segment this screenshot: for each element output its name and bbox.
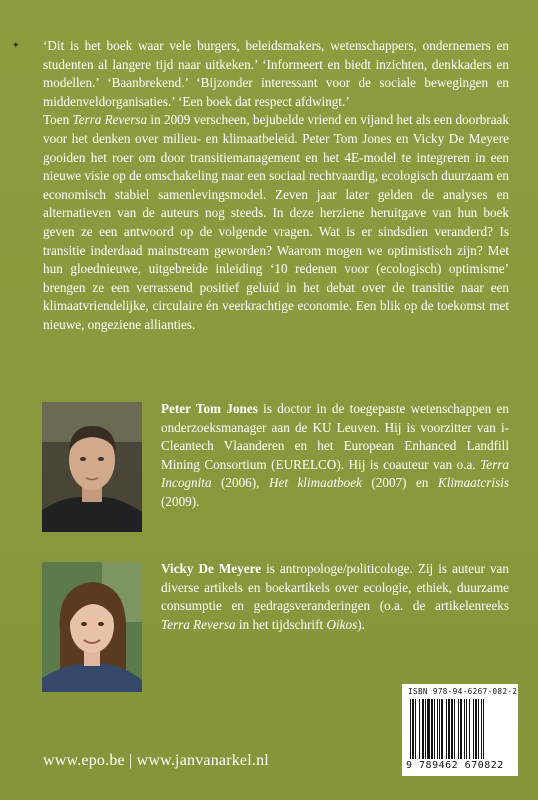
book-title: Klimaatcrisis: [437, 475, 509, 491]
book-title: Terra Incognita: [161, 456, 509, 491]
author-name: Peter Tom Jones: [161, 401, 258, 416]
blurb: [43, 37, 509, 335]
bio-text: (2006),: [211, 475, 269, 491]
barcode-bar: [434, 699, 435, 759]
bio-text: in het tijdschrift: [235, 616, 327, 632]
bio-text: is doctor in de toegepaste wetenschappen en onderzoeksmanager aan de KU Leuven. Hij is voorzitter van i-Cleantech Vlaanderen en het European Enhanced Landfill Mining Consortium (EURELCO). Hij is coauteur van o.a.: [161, 401, 509, 472]
blurb-rest: in 2009 verscheen, bejubelde vriend en vijand het als een doorbraak voor het denken over milieu- en klimaatbeleid. Peter Tom Jones en Vicky De Meyere gooiden het roer om door transitiemanagement en het 4E-model te integreren in een nieuwe visie op de omschakeling naar een sociaal rechtvaardig, ecologisch duurzaam en economisch stabiel samenlevingsmodel. Zeven jaar later gelden de analyses en alternatieven van de auteurs nog steeds. In deze herziene heruitgave van hun boek geven ze een antwoord op de volgende vragen. Wat is er sindsdien veranderd? Is transitie inderdaad mainstream geworden? Waarom mogen we optimistisch zijn? Met hun gloednieuwe, uitgebreide inleiding ‘10 redenen voor (ecologisch) optimisme’ brengen ze een verrassend positief geluid in het debat over de transitie naar een klimaatvriendelijke, circulaire én veerkrachtige economie. Een blik op de toekomst met nieuwe, ongeziene allianties.: [43, 112, 509, 332]
barcode-bar: [473, 699, 474, 759]
blurb-intro: Toen: [43, 112, 73, 128]
barcode-bar: [460, 699, 462, 759]
bio-text: ).: [357, 616, 365, 632]
blurb-quotes: ‘Dit is het boek waar vele burgers, beleidsmakers, wetenschappers, ondernemers en studenten al langere tijd naar uitkeken.’ ‘Informeert en biedt inzichten, denkkaders en modellen.’ ‘Baanbrekend.’ ‘Bijzonder interessant voor de sociale bewegingen en middenveldorganisaties.’ ‘Een boek dat respect afdwingt.’: [43, 38, 509, 109]
author-name: Vicky De Meyere: [161, 561, 262, 576]
barcode-bar: [439, 699, 440, 759]
series-title: Terra Reversa: [161, 616, 236, 632]
barcode-bar: [425, 699, 426, 759]
barcode-bar: [451, 699, 453, 759]
bio-text: is antropologe/politicologe. Zij is auteur van diverse artikels en boekartikels over ecologie, ethiek, duurzame consumptie en gedragsveranderingen (o.a. de artikelenreeks: [161, 561, 509, 614]
author-bio-vicky-de-meyere: [161, 560, 509, 634]
author-photo-vicky-de-meyere: [42, 562, 142, 692]
book-title: Het klimaatboek: [268, 475, 362, 491]
barcode-bar: [478, 699, 479, 759]
publisher-urls: www.epo.be | www.janvanarkel.nl: [43, 752, 269, 769]
bio-text: (2009).: [161, 493, 200, 509]
barcode-bar: [469, 699, 470, 759]
author-bio-peter-tom-jones: [161, 400, 509, 512]
barcode-bar: [454, 699, 455, 759]
barcode-bar: [431, 699, 433, 759]
bio-text: (2007) en: [361, 475, 438, 491]
barcode-bar: [427, 699, 430, 759]
barcode-bar: [483, 699, 484, 759]
barcode-bar: [422, 699, 424, 759]
blurb-title: Terra Reversa: [72, 112, 148, 128]
barcode-bar: [415, 699, 416, 759]
barcode-bar: [481, 699, 482, 759]
barcode-bars: [410, 699, 512, 759]
isbn-label: ISBN 978-94-6267-082-2: [408, 687, 518, 696]
barcode-bar: [412, 699, 414, 759]
barcode-bar: [437, 699, 438, 759]
isbn-barcode: [402, 684, 518, 776]
barcode-bar: [448, 699, 450, 759]
barcode-digits: 9 789462 670822: [406, 760, 504, 771]
barcode-bar: [446, 699, 447, 759]
barcode-bar: [475, 699, 477, 759]
blurb-body: [43, 111, 509, 334]
ink-speck: ✦: [12, 40, 20, 50]
barcode-bar: [466, 699, 467, 759]
author-photo-peter-tom-jones: [42, 402, 142, 532]
barcode-bar: [410, 699, 411, 759]
barcode-bar: [419, 699, 420, 759]
journal-title: Oikos: [326, 616, 358, 632]
barcode-bar: [441, 699, 443, 759]
barcode-bar: [458, 699, 459, 759]
barcode-bar: [464, 699, 465, 759]
